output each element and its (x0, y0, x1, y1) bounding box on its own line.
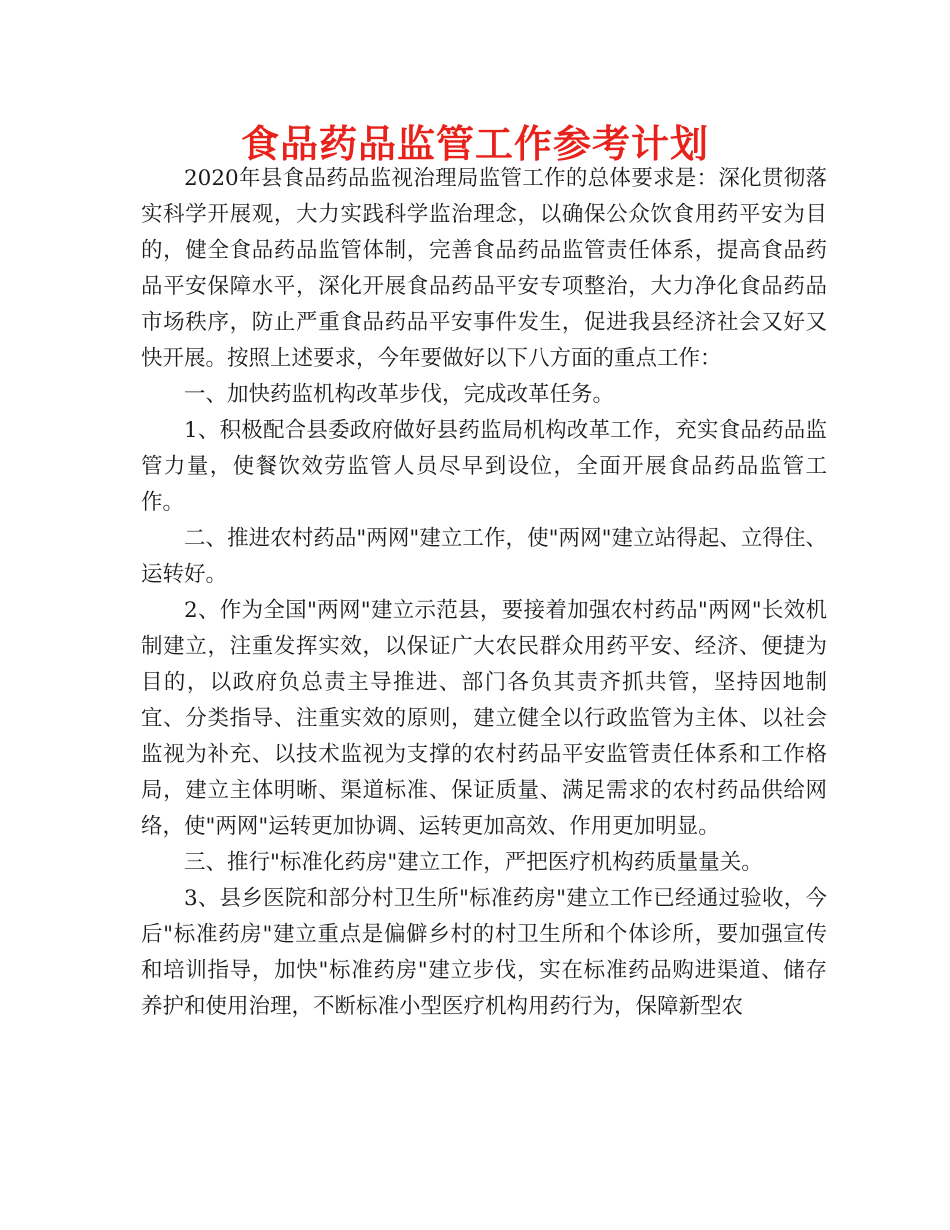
paragraph-intro: 2020年县食品药品监视治理局监管工作的总体要求是：深化贯彻落实科学开展观，大力实践科学监治理念，以确保公众饮食用药平安为目的，健全食品药品监管体制，完善食品药品监管责任体系，提高食品药品平安保障水平，深化开展食品药品平安专项整治，大力净化食品药品市场秩序，防止严重食品药品平安事件发生，促进我县经济社会又好又快开展。按照上述要求，今年要做好以下八方面的重点工作： (141, 166, 827, 371)
paragraph-section-3-heading: 三、推行"标准化药房"建立工作，严把医疗机构药质量量关。 (184, 850, 763, 875)
paragraph-item-1: 1、积极配合县委政府做好县药监局机构改革工作，充实食品药品监管力量，使餐饮效劳监管人员尽早到设位，全面开展食品药品监管工作。 (141, 418, 827, 515)
document-body (141, 161, 827, 1025)
paragraph-item-2: 2、作为全国"两网"建立示范县，要接着加强农村药品"两网"长效机制建立，注重发挥实效，以保证广大农民群众用药平安、经济、便捷为目的，以政府负总责主导推进、部门各负其责齐抓共管，坚持因地制宜、分类指导、注重实效的原则，建立健全以行政监管为主体、以社会监视为补充、以技术监视为支撑的农村药品平安监管责任体系和工作格局，建立主体明晰、渠道标准、保证质量、满足需求的农村药品供给网络，使"两网"运转更加协调、运转更加高效、作用更加明显。 (141, 598, 827, 839)
paragraph-section-1-heading: 一、加快药监机构改革步伐，完成改革任务。 (184, 382, 615, 407)
paragraph-item-3: 3、县乡医院和部分村卫生所"标准药房"建立工作已经通过验收，今后"标准药房"建立重点是偏僻乡村的村卫生所和个体诊所，要加强宣传和培训指导，加快"标准药房"建立步伐，实在标准药品购进渠道、储存养护和使用治理，不断标准小型医疗机构用药行为，保障新型农 (141, 886, 827, 1019)
document-title: 食品药品监管工作参考计划 (240, 122, 709, 166)
paragraph-section-2-heading: 二、推进农村药品"两网"建立工作，使"两网"建立站得起、立得住、运转好。 (141, 526, 827, 587)
